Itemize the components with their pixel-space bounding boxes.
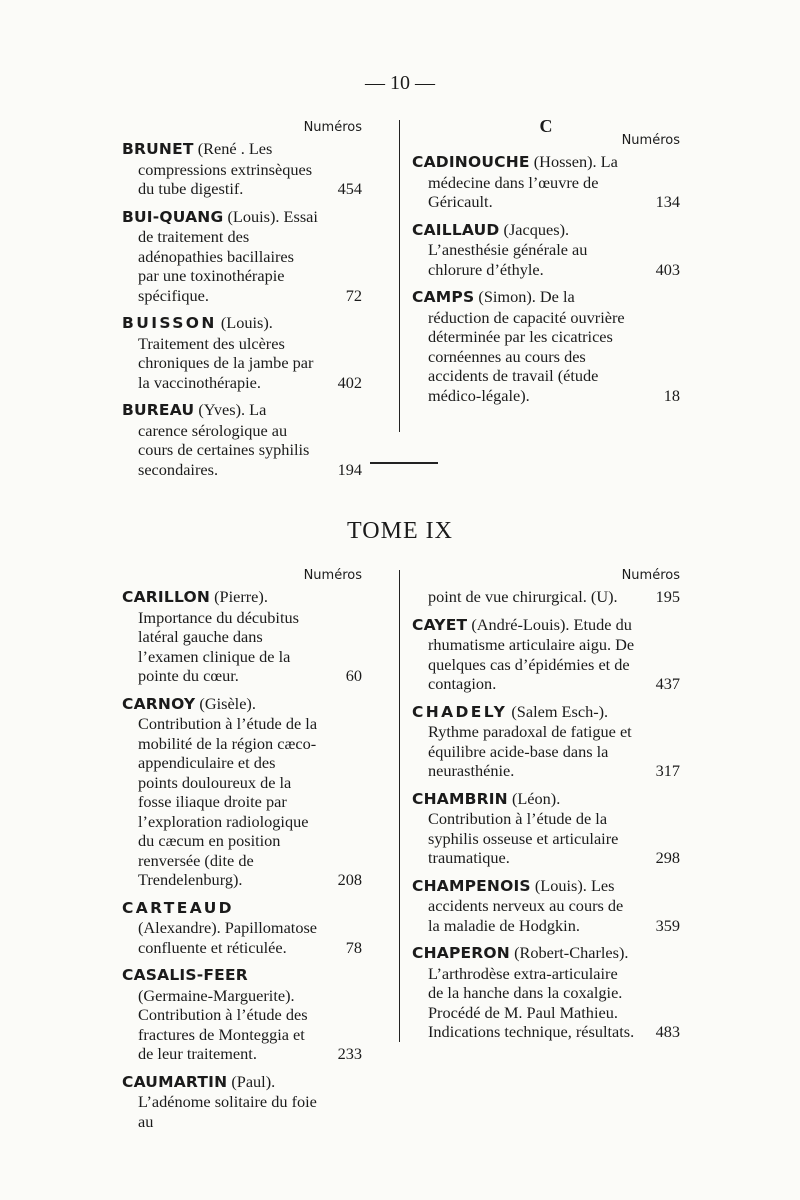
index-entry	[122, 587, 362, 686]
author-name: CHADELY	[412, 702, 508, 721]
index-entry	[412, 152, 680, 212]
entry-text: (René . Les compressions extrinsèques du tube digestif.	[138, 139, 313, 198]
entry-text: (Louis). Traitement des ulcères chroniques de la jambe par la vaccinothérapie.	[138, 313, 314, 392]
author-name: CAYET	[412, 615, 468, 634]
entry-text: (Germaine-Marguerite). Contribution à l’étude des fractures de Monteggia et de leur traitement.	[138, 985, 308, 1063]
index-entry	[412, 789, 680, 868]
entry-number: 72	[345, 285, 362, 305]
index-entry	[122, 898, 362, 958]
entry-text: (André-Louis). Etude du rhumatisme articulaire aigu. De quelques cas d’épidémies et de contagion.	[428, 614, 635, 693]
entry-number: 60	[345, 666, 362, 685]
index-entry	[122, 965, 362, 1064]
column-divider	[399, 120, 400, 432]
bottom-left-column	[122, 568, 362, 1139]
entry-number: 194	[337, 459, 362, 479]
index-entry	[412, 876, 680, 936]
entry-text: (Louis). Les accidents nerveux au cours de la maladie de Hodgkin.	[428, 875, 624, 935]
entry-text: (Simon). De la réduction de capacité ouvrière déterminée par les cicatrices cornéennes au cours des accidents de travail (étude médico-légale).	[428, 287, 625, 405]
author-name: BUI-QUANG	[122, 207, 224, 226]
author-name: CAUMARTIN	[122, 1072, 228, 1091]
entry-text: (Hossen). La médecine dans l’œuvre de Géricault.	[428, 152, 618, 211]
entry-text: point de vue chirurgical. (U).	[428, 587, 618, 606]
author-name: BUREAU	[122, 401, 195, 419]
page-number: — 10 —	[365, 72, 435, 94]
entry-text: (Léon). Contribution à l’étude de la syphilis osseuse et articulaire traumatique.	[428, 788, 619, 867]
bottom-right-column	[412, 568, 680, 1050]
entry-number: 483	[655, 1022, 680, 1041]
entry-number: 403	[655, 259, 680, 279]
entry-text: (Yves). La carence sérologique au cours de certaines syphilis secondaires.	[138, 400, 310, 479]
entry-text: (Gisèle). Contribution à l’étude de la mobilité de la région cæco-appendiculaire et des points douloureux de la fosse iliaque droite par l’exploration radiologique du cæcum en position renversée (dite de Trendelenburg).	[138, 693, 318, 889]
index-entry	[122, 1072, 362, 1132]
entry-text: (Louis). Essai de traitement des adénopathies bacillaires par une toxinothérapie spécifique.	[138, 206, 318, 305]
index-entry	[122, 694, 362, 890]
author-name: BRUNET	[122, 140, 194, 158]
author-name: CAILLAUD	[412, 220, 500, 239]
author-name: CADINOUCHE	[412, 153, 530, 171]
author-name: CHAPERON	[412, 944, 510, 962]
author-name: CARNOY	[122, 694, 196, 713]
index-entry	[412, 587, 680, 607]
author-name: CAMPS	[412, 288, 475, 306]
author-name: BUISSON	[122, 314, 217, 332]
index-entry	[122, 400, 362, 479]
top-right-column	[412, 116, 680, 413]
entry-number: 134	[655, 192, 680, 211]
entry-text: (Alexandre). Papillomatose confluente et réticulée.	[138, 918, 318, 957]
entry-text: (Salem Esch-). Rythme paradoxal de fatigue et équilibre acide-base dans la neurasthénie.	[428, 701, 632, 780]
column-header: Numéros	[303, 568, 362, 583]
index-entry	[122, 313, 362, 392]
entry-number: 195	[655, 587, 680, 606]
entry-number: 317	[655, 761, 680, 780]
entry-number: 208	[337, 870, 362, 889]
top-left-column	[122, 120, 362, 487]
entry-text: (Robert-Charles). L’arthrodèse extra-articulaire de la hanche dans la coxalgie. Procédé de M. Paul Mathieu. Indications technique, résultats.	[428, 943, 635, 1041]
entry-number: 78	[345, 937, 362, 957]
index-entry	[122, 139, 362, 199]
author-name: CHAMBRIN	[412, 789, 508, 808]
author-name: CARTEAUD	[122, 898, 234, 917]
tome-title: TOME IX	[347, 518, 453, 544]
entry-number: 233	[337, 1044, 362, 1063]
column-divider	[399, 570, 400, 1042]
author-name: CHAMPENOIS	[412, 876, 531, 895]
entry-number: 298	[655, 848, 680, 867]
entry-number: 454	[337, 179, 362, 198]
entry-number: 18	[663, 385, 680, 405]
entry-text: (Pierre). Importance du décubitus latéral gauche dans l’examen clinique de la pointe du cœur.	[138, 587, 299, 685]
entry-number: 359	[655, 915, 680, 935]
index-entry	[412, 943, 680, 1042]
section-letter: C	[539, 116, 553, 136]
index-entry	[122, 207, 362, 306]
column-header: Numéros	[621, 568, 680, 583]
entry-number: 437	[655, 674, 680, 693]
entry-text: (Jacques). L’anesthésie générale au chlorure d’éthyle.	[428, 219, 588, 279]
entry-text: (Paul). L’adénome solitaire du foie au	[138, 1071, 317, 1131]
index-entry	[412, 287, 680, 405]
author-name: CARILLON	[122, 588, 211, 606]
index-entry	[412, 615, 680, 694]
column-header: Numéros	[621, 133, 680, 148]
entry-number: 402	[337, 372, 362, 392]
index-entry	[412, 702, 680, 781]
author-name: CASALIS-FEER	[122, 966, 248, 984]
index-entry	[412, 220, 680, 280]
column-header: Numéros	[303, 120, 362, 135]
section-separator	[370, 462, 438, 464]
